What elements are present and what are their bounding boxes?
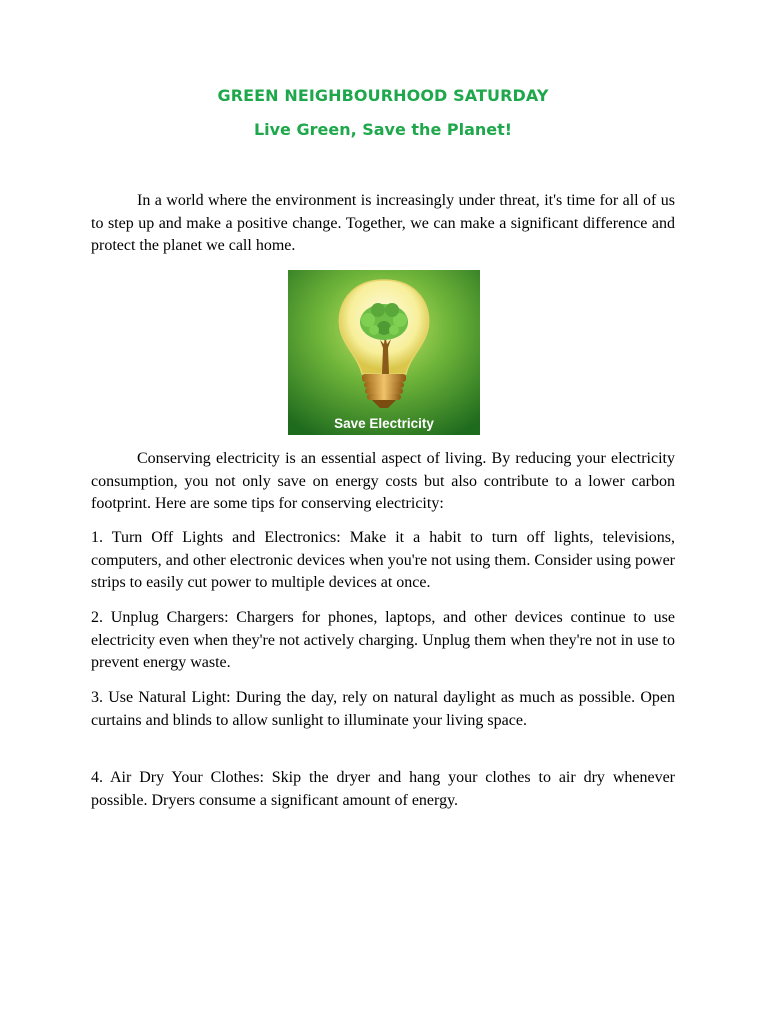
intro-paragraph: In a world where the environment is increasingly under threat, it's time for all of us to step up and make a positive change. Together, we can make a significant difference and protect the planet we call home. (91, 192, 675, 254)
image-caption: Save Electricity (334, 416, 434, 431)
tip-item: 3. Use Natural Light: During the day, rely on natural daylight as much as possible. Open curtains and blinds to allow sunlight to illuminate your living space. (91, 689, 675, 729)
tip-item: 2. Unplug Chargers: Chargers for phones, laptops, and other devices continue to use electricity even when they're not actively charging. Unplug them when they're not in use to prevent energy waste. (91, 609, 675, 671)
tip-item: 1. Turn Off Lights and Electronics: Make it a habit to turn off lights, televisions, computers, and other electronic devices when you're not using them. Consider using power strips to easily cut power to multiple devices at once. (91, 529, 675, 591)
page-title: GREEN NEIGHBOURHOOD SATURDAY (217, 86, 549, 105)
save-electricity-image (288, 270, 480, 435)
page-subtitle: Live Green, Save the Planet! (253, 120, 513, 139)
conserving-paragraph: Conserving electricity is an essential aspect of living. By reducing your electricity consumption, you not only save on energy costs but also contribute to a lower carbon footprint. Here are some tips for conserving electricity: (91, 450, 675, 512)
lightbulb-tree-icon (288, 270, 480, 435)
tip-item: 4. Air Dry Your Clothes: Skip the dryer and hang your clothes to air dry whenever possible. Dryers consume a significant amount of energy. (91, 769, 675, 809)
